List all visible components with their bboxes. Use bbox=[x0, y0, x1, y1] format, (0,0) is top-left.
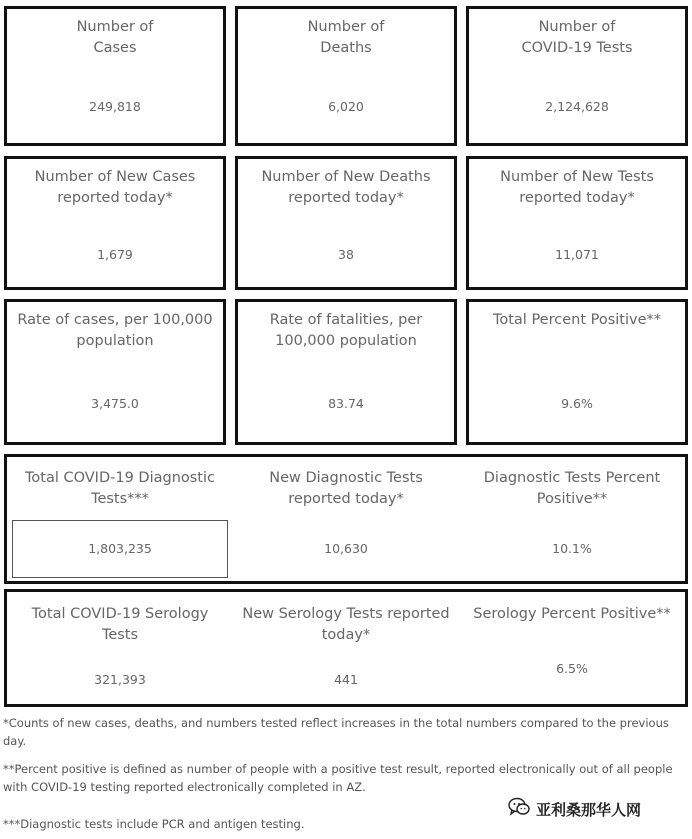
new-deaths-label: Number of New Deaths reported today* bbox=[261, 169, 431, 206]
tests-value: 2,124,628 bbox=[545, 99, 609, 114]
serology-percent-cell bbox=[459, 592, 685, 704]
new-deaths-value: 38 bbox=[338, 247, 354, 262]
serology-new-value: 441 bbox=[334, 672, 358, 687]
diagnostic-percent-cell bbox=[459, 457, 685, 581]
watermark bbox=[508, 797, 641, 821]
serology-panel bbox=[4, 589, 688, 707]
diagnostic-new-value: 10,630 bbox=[324, 541, 368, 556]
footnote-new-counts: *Counts of new cases, deaths, and numbers tested reflect increases in the total numbers compared to the previous day. bbox=[3, 716, 669, 748]
deaths-card bbox=[235, 6, 457, 146]
serology-total-value: 321,393 bbox=[94, 672, 146, 687]
diagnostic-percent-label: Diagnostic Tests Percent Positive** bbox=[483, 470, 661, 507]
watermark-text: 亚利桑那华人网 bbox=[536, 800, 642, 819]
serology-percent-label: Serology Percent Positive** bbox=[473, 606, 671, 622]
cases-card bbox=[4, 6, 226, 146]
serology-total-label: Total COVID-19 Serology Tests bbox=[31, 606, 209, 643]
diagnostic-percent-value: 10.1% bbox=[552, 541, 592, 556]
diagnostic-total-cell bbox=[7, 457, 233, 581]
percent-positive-card bbox=[466, 299, 688, 445]
new-cases-label: Number of New Cases reported today* bbox=[34, 169, 196, 206]
cases-label: Number of Cases bbox=[76, 19, 154, 56]
diagnostic-total-value: 1,803,235 bbox=[88, 541, 152, 556]
percent-positive-value: 9.6% bbox=[561, 396, 593, 411]
tests-label: Number of COVID-19 Tests bbox=[521, 19, 633, 56]
case-rate-value: 3,475.0 bbox=[91, 396, 139, 411]
diagnostic-total-label: Total COVID-19 Diagnostic Tests*** bbox=[25, 470, 215, 507]
fatality-rate-label: Rate of fatalities, per 100,000 population bbox=[269, 312, 423, 349]
new-cases-card bbox=[4, 156, 226, 290]
case-rate-card bbox=[4, 299, 226, 445]
wechat-icon bbox=[508, 797, 530, 821]
tests-card bbox=[466, 6, 688, 146]
deaths-value: 6,020 bbox=[328, 99, 364, 114]
new-tests-label: Number of New Tests reported today* bbox=[500, 169, 654, 206]
new-cases-value: 1,679 bbox=[97, 247, 133, 262]
footnote-diagnostic-tests: ***Diagnostic tests include PCR and antigen testing. bbox=[3, 817, 305, 831]
new-deaths-card bbox=[235, 156, 457, 290]
fatality-rate-card bbox=[235, 299, 457, 445]
diagnostic-new-label: New Diagnostic Tests reported today* bbox=[269, 470, 423, 507]
new-tests-value: 11,071 bbox=[555, 247, 599, 262]
fatality-rate-value: 83.74 bbox=[328, 396, 364, 411]
case-rate-label: Rate of cases, per 100,000 population bbox=[17, 312, 213, 349]
serology-percent-value: 6.5% bbox=[556, 661, 588, 676]
cases-value: 249,818 bbox=[89, 99, 141, 114]
serology-new-cell bbox=[233, 592, 459, 704]
serology-total-cell bbox=[7, 592, 233, 704]
diagnostic-new-cell bbox=[233, 457, 459, 581]
diagnostic-panel bbox=[4, 454, 688, 584]
deaths-label: Number of Deaths bbox=[307, 19, 385, 56]
new-tests-card bbox=[466, 156, 688, 290]
footnote-percent-positive: **Percent positive is defined as number of people with a positive test result, reported electronically out of all people with COVID-19 testing reported electronically completed in AZ. bbox=[3, 762, 673, 794]
percent-positive-label: Total Percent Positive** bbox=[492, 312, 662, 328]
serology-new-label: New Serology Tests reported today* bbox=[242, 606, 450, 643]
